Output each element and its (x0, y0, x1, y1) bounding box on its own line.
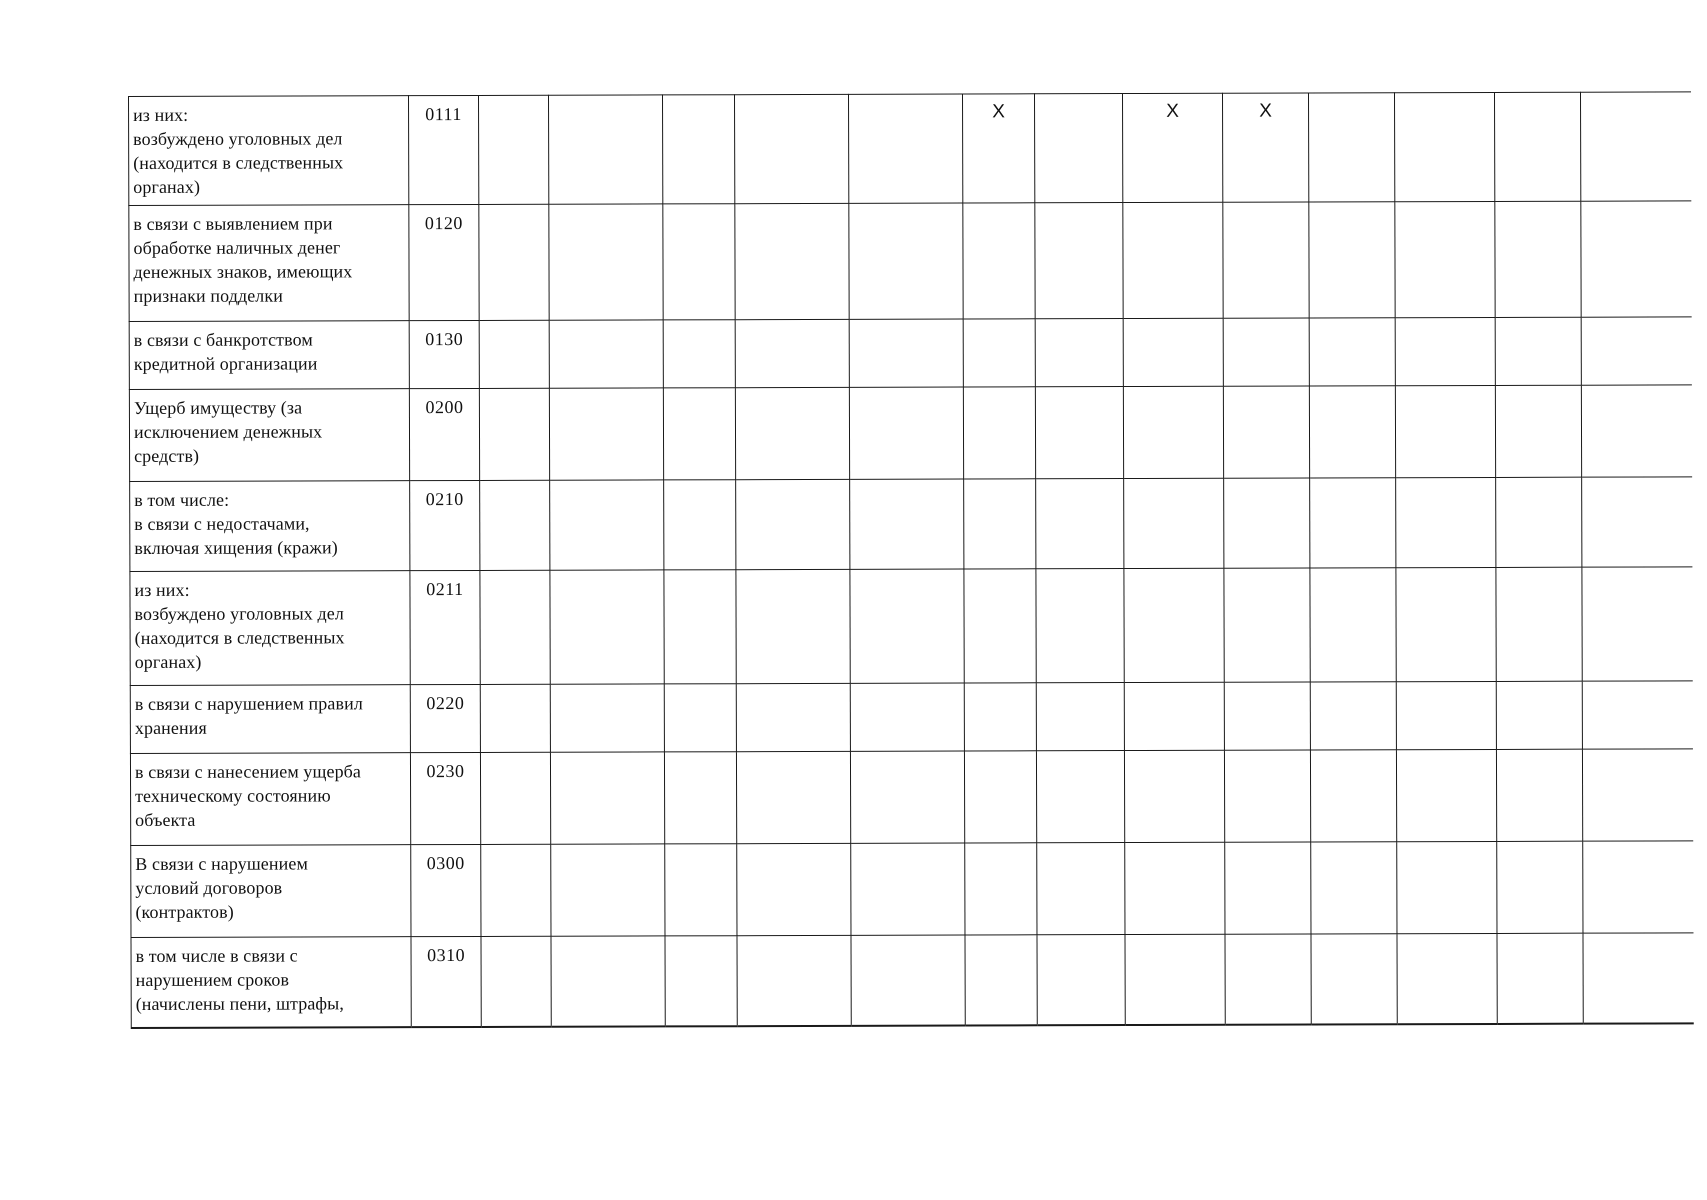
value-cell (735, 387, 849, 479)
value-cell (1495, 317, 1581, 385)
table-row (129, 201, 1691, 322)
value-cell: X (962, 94, 1034, 203)
value-cell (1035, 203, 1123, 319)
value-cell (1124, 478, 1224, 568)
value-cell (1397, 933, 1497, 1023)
value-cell (736, 569, 850, 683)
table-row (131, 841, 1693, 938)
value-cell (1395, 385, 1495, 477)
row-code: 0111 (409, 95, 479, 204)
value-cell (480, 480, 550, 570)
value-cell (551, 844, 665, 936)
row-code: 0120 (409, 204, 479, 320)
value-cell (1581, 317, 1691, 385)
row-label: в связи с выявлением при обработке наличных денег денежных знаков, имеющих признаки подделки (129, 205, 409, 322)
row-label: в связи с банкротством кредитной организации (129, 321, 409, 390)
value-cell (1496, 681, 1582, 749)
table-row (131, 933, 1693, 1028)
value-cell (1224, 682, 1310, 750)
value-cell (480, 684, 550, 752)
value-cell (736, 751, 850, 843)
table-row (130, 477, 1692, 572)
value-cell (479, 320, 549, 388)
value-cell (1394, 92, 1494, 201)
value-cell (1035, 387, 1123, 479)
row-label: В связи с нарушением условий договоров (контрактов) (131, 845, 411, 938)
value-cell (1395, 317, 1495, 385)
value-cell (479, 204, 549, 320)
value-cell (1223, 202, 1309, 318)
value-cell (478, 95, 548, 204)
value-cell (851, 843, 965, 935)
value-cell (1037, 843, 1125, 935)
row-label: из них: возбуждено уголовных дел (находится в следственных органах) (130, 571, 410, 686)
value-cell (550, 684, 664, 752)
value-cell (1396, 567, 1496, 681)
value-cell (963, 203, 1035, 319)
row-code: 0210 (410, 480, 480, 570)
value-cell (1311, 842, 1397, 934)
value-cell (665, 844, 737, 936)
value-cell (1580, 92, 1690, 201)
value-cell (548, 95, 662, 204)
value-cell (965, 843, 1037, 935)
value-cell (850, 479, 964, 569)
row-code: 0220 (410, 684, 480, 752)
value-cell (851, 935, 965, 1025)
row-label: из них: возбуждено уголовных дел (находится в следственных органах) (129, 96, 409, 206)
table-row (130, 749, 1692, 846)
value-cell (1494, 92, 1580, 201)
value-cell (479, 388, 549, 480)
value-cell (481, 936, 551, 1026)
value-cell (1123, 202, 1223, 318)
value-cell (1035, 319, 1123, 387)
value-cell (1124, 750, 1224, 842)
value-cell (1310, 568, 1396, 682)
value-cell (663, 320, 735, 388)
value-cell (549, 204, 663, 320)
table-row (129, 92, 1691, 206)
value-cell: X (1122, 93, 1222, 202)
value-cell (1583, 933, 1693, 1023)
value-cell (734, 94, 848, 203)
value-cell (549, 388, 663, 480)
table-row (130, 681, 1692, 754)
value-cell (1224, 568, 1310, 682)
value-cell (1123, 386, 1223, 478)
value-cell (1582, 567, 1692, 681)
value-cell (849, 203, 963, 319)
value-cell (964, 683, 1036, 751)
value-cell (964, 479, 1036, 569)
value-cell (1311, 934, 1397, 1024)
value-cell (1037, 935, 1125, 1025)
value-cell (1309, 386, 1395, 478)
value-cell (1496, 477, 1582, 567)
report-form-table (128, 91, 1693, 1028)
row-code: 0300 (411, 844, 481, 936)
value-cell (1224, 478, 1310, 568)
value-cell (735, 319, 849, 387)
value-cell (737, 935, 851, 1025)
value-cell (1036, 751, 1124, 843)
value-cell (1582, 477, 1692, 567)
value-cell (735, 203, 849, 319)
value-cell (1125, 934, 1225, 1024)
row-code: 0200 (409, 388, 479, 480)
value-cell (664, 570, 736, 684)
value-cell (1310, 478, 1396, 568)
value-cell (550, 570, 664, 684)
value-cell (1396, 477, 1496, 567)
value-cell (1310, 750, 1396, 842)
value-cell (1124, 682, 1224, 750)
value-cell (665, 936, 737, 1026)
value-cell (736, 479, 850, 569)
value-cell (850, 569, 964, 683)
value-cell (550, 480, 664, 570)
value-cell (1310, 682, 1396, 750)
value-cell (1223, 318, 1309, 386)
row-label: в связи с нанесением ущерба техническому состоянию объекта (130, 753, 410, 846)
value-cell (965, 935, 1037, 1025)
value-cell (737, 843, 851, 935)
value-cell (849, 319, 963, 387)
value-cell (1124, 568, 1224, 682)
value-cell (550, 752, 664, 844)
value-cell (1397, 841, 1497, 933)
value-cell (848, 94, 962, 203)
row-label: в связи с нарушением правил хранения (130, 685, 410, 754)
value-cell (1497, 933, 1583, 1023)
value-cell (480, 570, 550, 684)
value-cell (1395, 201, 1495, 317)
value-cell (1581, 201, 1691, 317)
value-cell (1034, 94, 1122, 203)
row-label: в том числе: в связи с недостачами, включая хищения (кражи) (130, 481, 410, 572)
value-cell (1396, 681, 1496, 749)
value-cell (1036, 569, 1124, 683)
value-cell (663, 388, 735, 480)
value-cell (849, 387, 963, 479)
value-cell (1036, 479, 1124, 569)
value-cell (1308, 93, 1394, 202)
value-cell (1583, 841, 1693, 933)
value-cell (663, 204, 735, 320)
value-cell (1123, 318, 1223, 386)
value-cell (480, 752, 550, 844)
value-cell (1125, 842, 1225, 934)
value-cell (1224, 750, 1310, 842)
value-cell (1582, 681, 1692, 749)
value-cell (551, 936, 665, 1026)
value-cell (850, 683, 964, 751)
row-label: в том числе в связи с нарушением сроков (начислены пени, штрафы, (131, 937, 411, 1028)
value-cell (1309, 202, 1395, 318)
value-cell (1223, 386, 1309, 478)
value-cell (1497, 841, 1583, 933)
value-cell (664, 684, 736, 752)
row-code: 0230 (410, 752, 480, 844)
row-code: 0211 (410, 570, 480, 684)
value-cell (1581, 385, 1691, 477)
value-cell (964, 751, 1036, 843)
row-code: 0130 (409, 320, 479, 388)
row-code: 0310 (411, 936, 481, 1026)
value-cell (1396, 749, 1496, 841)
value-cell (1496, 567, 1582, 681)
value-cell (850, 751, 964, 843)
value-cell (1309, 318, 1395, 386)
value-cell (664, 480, 736, 570)
value-cell: X (1222, 93, 1308, 202)
table-row (129, 317, 1691, 390)
value-cell (964, 569, 1036, 683)
value-cell (1495, 201, 1581, 317)
row-label: Ущерб имуществу (за исключением денежных средств) (129, 389, 409, 482)
value-cell (1495, 385, 1581, 477)
value-cell (1225, 842, 1311, 934)
value-cell (662, 95, 734, 204)
value-cell (481, 844, 551, 936)
table-row (130, 567, 1692, 686)
table-row (129, 385, 1691, 482)
value-cell (1036, 683, 1124, 751)
value-cell (1496, 749, 1582, 841)
value-cell (963, 319, 1035, 387)
value-cell (963, 387, 1035, 479)
value-cell (1582, 749, 1692, 841)
value-cell (549, 320, 663, 388)
value-cell (1225, 934, 1311, 1024)
value-cell (736, 683, 850, 751)
value-cell (664, 752, 736, 844)
